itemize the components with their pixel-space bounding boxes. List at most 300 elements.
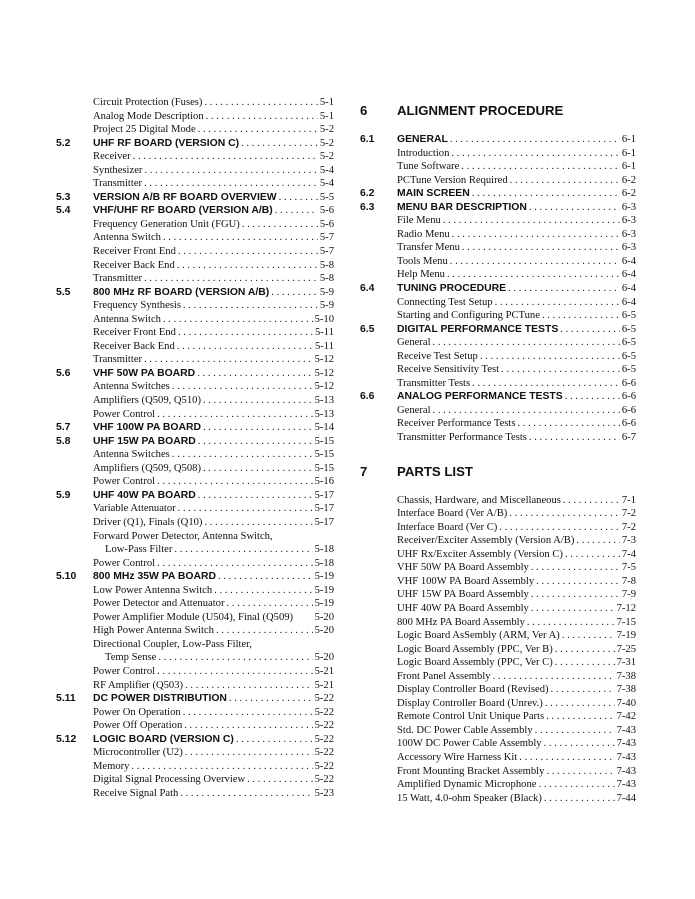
- toc-entry: [360, 363, 636, 377]
- entry-title: UHF 40W PA Board Assembly: [397, 602, 529, 614]
- dot-leader: [531, 588, 620, 602]
- dot-leader: [236, 733, 313, 747]
- toc-entry: [56, 719, 334, 733]
- entry-title: Variable Attenuator: [93, 503, 176, 515]
- dot-leader: [227, 597, 313, 611]
- page-number: 5-17: [314, 489, 334, 501]
- page-number: 5-9: [319, 286, 334, 298]
- page-number: 6-5: [621, 310, 636, 322]
- entry-title: Transmitter Tests: [397, 377, 471, 389]
- dot-leader: [536, 575, 620, 589]
- entry-title: Analog Mode Description: [93, 110, 204, 122]
- dot-leader: [450, 133, 620, 147]
- dot-leader: [178, 502, 313, 516]
- entry-title: Memory: [93, 760, 130, 772]
- dot-leader: [527, 616, 615, 630]
- page-number: 5-2: [319, 151, 334, 163]
- page-number: 5-11: [314, 340, 334, 352]
- entry-title: Antenna Switches: [93, 381, 170, 393]
- entry-title: 100W DC Power Cable Assembly: [397, 738, 542, 750]
- dot-leader: [197, 367, 312, 381]
- section-number: 5.7: [56, 422, 71, 434]
- entry-title: VHF 50W PA BOARD: [93, 367, 196, 379]
- page-number: 5-15: [314, 435, 334, 447]
- entry-title: Chassis, Hardware, and Miscellaneous: [397, 494, 561, 506]
- section-number: 5.8: [56, 435, 71, 447]
- toc-entry: [360, 147, 636, 161]
- toc-entry: [360, 404, 636, 418]
- toc-entry: [56, 624, 334, 638]
- chapter-6-heading: [360, 96, 636, 126]
- entry-title: 800 MHz 35W PA BOARD: [93, 571, 216, 583]
- toc-entry: [360, 778, 636, 792]
- entry-title: Receiver Performance Tests: [397, 418, 516, 430]
- page-number: 6-5: [621, 323, 636, 335]
- section-number: 6.3: [360, 201, 375, 213]
- toc-entry: [360, 697, 636, 711]
- page-number: 5-6: [319, 218, 334, 230]
- page-number: 5-1: [319, 110, 334, 122]
- page-number: 5-21: [314, 679, 334, 691]
- entry-title: Display Controller Board (Unrev.): [397, 697, 543, 709]
- dot-leader: [198, 123, 318, 137]
- dot-leader: [563, 494, 620, 508]
- dot-leader: [185, 746, 313, 760]
- toc-section-entry: [56, 191, 334, 205]
- entry-title: Microcontroller (U2): [93, 747, 183, 759]
- dot-leader: [450, 255, 620, 269]
- toc-entry: [360, 765, 636, 779]
- dot-leader: [508, 282, 620, 296]
- toc-entry: [360, 255, 636, 269]
- page-number: 6-4: [621, 296, 636, 308]
- page-number: 5-16: [314, 476, 334, 488]
- page-number: 6-2: [621, 188, 636, 200]
- dot-leader: [501, 363, 620, 377]
- page-number: 7-44: [616, 792, 636, 804]
- dot-leader: [204, 96, 317, 110]
- toc-entry: [56, 462, 334, 476]
- toc-entry: [360, 377, 636, 391]
- toc-entry: [56, 218, 334, 232]
- dot-leader: [551, 683, 615, 697]
- dot-leader: [131, 760, 312, 774]
- page-number: 5-7: [319, 232, 334, 244]
- dot-leader: [538, 778, 614, 792]
- toc-entry: [360, 417, 636, 431]
- toc-entry: [56, 110, 334, 124]
- toc-entry: [56, 380, 334, 394]
- toc-entry: [360, 710, 636, 724]
- page-number: 7-42: [616, 711, 636, 723]
- page-number: 5-12: [314, 381, 334, 393]
- dot-leader: [576, 534, 619, 548]
- entry-title: Power Control: [93, 408, 156, 420]
- dot-leader: [163, 231, 318, 245]
- section-number: 6.2: [360, 188, 375, 200]
- entry-title: VHF/UHF RF BOARD (VERSION A/B): [93, 205, 273, 217]
- toc-entry: [56, 340, 334, 354]
- entry-title: VHF 50W PA Board Assembly: [397, 562, 529, 574]
- page-number: 5-22: [314, 693, 334, 705]
- dot-leader: [495, 296, 620, 310]
- chapter-7-heading: [360, 457, 636, 487]
- dot-leader: [499, 521, 620, 535]
- entry-title: Power Amplifier Module (U504), Final (Q509): [93, 611, 294, 623]
- toc-entry: [360, 724, 636, 738]
- dot-leader: [433, 336, 620, 350]
- entry-title: Logic Board Assembly (PPC, Ver C): [397, 657, 553, 669]
- page-number: 5-12: [314, 367, 334, 379]
- toc-entry: [360, 534, 636, 548]
- entry-title: Std. DC Power Cable Assembly: [397, 724, 533, 736]
- toc-entry: [56, 272, 334, 286]
- section-number: 6.1: [360, 134, 375, 145]
- entry-title: Receiver Back End: [93, 259, 175, 271]
- page-number: 5-15: [314, 449, 334, 461]
- page-number: 6-6: [621, 418, 636, 430]
- dot-leader: [509, 507, 620, 521]
- toc-section-entry: [56, 489, 334, 503]
- dot-leader: [279, 191, 318, 205]
- toc-entry: [360, 336, 636, 350]
- toc-entry: [56, 123, 334, 137]
- toc-entry: [56, 679, 334, 693]
- entry-title: General: [397, 404, 431, 416]
- page-number: 6-5: [621, 364, 636, 376]
- page-number: 6-3: [621, 201, 636, 213]
- dot-leader: [472, 187, 620, 201]
- page-number: 5-20: [314, 611, 334, 623]
- chapter-title: ALIGNMENT PROCEDURE: [397, 103, 564, 118]
- page-number: 5-15: [314, 462, 334, 474]
- entry-title: File Menu: [397, 215, 441, 227]
- entry-title: Amplifiers (Q509, Q510): [93, 395, 201, 407]
- chapter-title: PARTS LIST: [397, 463, 473, 479]
- entry-title: 800 MHz PA Board Assembly: [397, 616, 525, 628]
- toc-entry: [56, 502, 334, 516]
- toc-section-entry: [56, 733, 334, 747]
- page-number: 7-43: [616, 779, 636, 791]
- section-number: 6.6: [360, 391, 375, 403]
- toc-entry: [56, 557, 334, 571]
- page-number: 5-17: [314, 503, 334, 515]
- page-number: 7-43: [616, 765, 636, 777]
- page-number: 6-1: [621, 147, 636, 159]
- dot-leader: [185, 679, 313, 693]
- dot-leader: [172, 448, 313, 462]
- page-number: 7-1: [621, 494, 636, 506]
- dot-leader: [242, 218, 318, 232]
- entry-title: Transmitter Performance Tests: [397, 432, 527, 444]
- dot-leader: [562, 629, 615, 643]
- entry-title: Power Detector and Attenuator: [93, 598, 225, 610]
- page-number: 6-6: [621, 391, 636, 403]
- dot-leader: [443, 214, 620, 228]
- dot-leader: [555, 643, 615, 657]
- dot-leader: [519, 751, 614, 765]
- dot-leader: [198, 489, 313, 503]
- entry-title: Antenna Switches: [93, 449, 170, 461]
- toc-section-entry: [56, 692, 334, 706]
- toc-entry: [56, 706, 334, 720]
- dot-leader: [214, 584, 312, 598]
- dot-leader: [247, 773, 312, 787]
- dot-leader: [447, 268, 620, 282]
- section-number: 5.6: [56, 367, 71, 379]
- dot-leader: [565, 548, 620, 562]
- entry-title: Antenna Switch: [93, 232, 161, 244]
- page-number: 5-22: [314, 733, 334, 745]
- entry-title: Project 25 Digital Mode: [93, 124, 196, 136]
- toc-entry: [56, 313, 334, 327]
- dot-leader: [542, 309, 620, 323]
- toc-entry: [360, 494, 636, 508]
- section-number: 5.9: [56, 489, 71, 501]
- toc-entry: [56, 530, 334, 544]
- toc-entry: [56, 408, 334, 422]
- entry-title: Tune Software: [397, 161, 460, 173]
- entry-title: UHF RF BOARD (VERSION C): [93, 137, 240, 149]
- entry-title: Low-Pass Filter: [105, 544, 173, 556]
- dot-leader: [565, 390, 620, 404]
- dot-leader: [203, 421, 313, 435]
- page-number: 6-3: [621, 215, 636, 227]
- dot-leader: [206, 110, 318, 124]
- dot-leader: [531, 602, 615, 616]
- dot-leader: [461, 160, 620, 174]
- page-number: 5-7: [319, 246, 334, 258]
- page-number: 7-19: [616, 630, 636, 642]
- toc-entry: [56, 651, 334, 665]
- dot-leader: [510, 174, 620, 188]
- page-number: 5-18: [314, 557, 334, 569]
- entry-title: LOGIC BOARD (VERSION C): [93, 733, 234, 745]
- entry-title: Interface Board (Ver C): [397, 521, 498, 533]
- dot-leader: [529, 431, 620, 445]
- entry-title: VERSION A/B RF BOARD OVERVIEW: [93, 191, 277, 203]
- dot-leader: [144, 164, 317, 178]
- entry-title: Receiver Front End: [93, 246, 176, 258]
- entry-title: Power Control: [93, 557, 156, 569]
- dot-leader: [493, 670, 615, 684]
- dot-leader: [177, 340, 313, 354]
- page-number: 6-5: [621, 337, 636, 349]
- toc-entry: [56, 597, 334, 611]
- toc-section-entry: [360, 133, 636, 147]
- page-number: 7-3: [621, 535, 636, 547]
- entry-title: Introduction: [397, 147, 450, 159]
- entry-title: Front Panel Assembly: [397, 670, 491, 682]
- page-number: 7-38: [616, 670, 636, 682]
- section-number: 5.3: [56, 191, 71, 203]
- entry-title: ANALOG PERFORMANCE TESTS: [397, 391, 563, 403]
- toc-entry: [56, 259, 334, 273]
- dot-leader: [178, 245, 318, 259]
- page-number: 6-1: [621, 134, 636, 145]
- toc-entry: [56, 164, 334, 178]
- entry-title: High Power Antenna Switch: [93, 625, 214, 637]
- dot-leader: [462, 241, 620, 255]
- entry-title: Receiver Front End: [93, 327, 176, 339]
- entry-title: Tools Menu: [397, 255, 448, 267]
- page-number: 5-11: [314, 327, 334, 339]
- page-number: 6-7: [621, 432, 636, 444]
- dot-leader: [157, 475, 312, 489]
- page-number: 7-43: [616, 751, 636, 763]
- toc-entry: [360, 792, 636, 806]
- entry-title: Display Controller Board (Revised): [397, 684, 549, 696]
- section-number: 5.10: [56, 571, 77, 583]
- page-number: 5-13: [314, 408, 334, 420]
- dot-leader: [174, 543, 312, 557]
- entry-title: VHF 100W PA BOARD: [93, 422, 201, 434]
- entry-title: Synthesizer: [93, 164, 143, 176]
- dot-leader: [183, 299, 318, 313]
- toc-section-entry: [360, 390, 636, 404]
- dot-leader: [452, 228, 620, 242]
- entry-title: Receiver: [93, 151, 131, 163]
- toc-section-entry: [56, 421, 334, 435]
- toc-entry: [56, 353, 334, 367]
- section-number: 5.4: [56, 205, 71, 217]
- dot-leader: [531, 561, 620, 575]
- dot-leader: [177, 259, 318, 273]
- dot-leader: [472, 377, 620, 391]
- dot-leader: [183, 706, 313, 720]
- dot-leader: [544, 792, 615, 806]
- toc-entry: [360, 561, 636, 575]
- entry-title: Accessory Wire Harness Kit: [397, 751, 518, 763]
- entry-title: Logic Board AsSembly (ARM, Ver A): [397, 630, 560, 642]
- entry-title: Temp Sense: [105, 652, 157, 664]
- page-number: 5-4: [319, 178, 334, 190]
- toc-entry: [360, 588, 636, 602]
- page-number: 5-4: [319, 164, 334, 176]
- page-number: 5-22: [314, 760, 334, 772]
- page-number: 5-1: [319, 97, 334, 108]
- dot-leader: [480, 350, 620, 364]
- toc-entry: [56, 231, 334, 245]
- toc-entry: [360, 670, 636, 684]
- dot-leader: [535, 724, 615, 738]
- dot-leader: [163, 313, 313, 327]
- page-number: 6-4: [621, 255, 636, 267]
- toc-entry: [360, 507, 636, 521]
- dot-leader: [544, 737, 615, 751]
- page-number: 5-18: [314, 544, 334, 556]
- dot-leader: [546, 765, 614, 779]
- entry-title: Amplified Dynamic Microphone: [397, 779, 537, 791]
- dot-leader: [241, 137, 318, 151]
- toc-entry: [360, 656, 636, 670]
- entry-title: Help Menu: [397, 269, 445, 281]
- dot-leader: [546, 710, 614, 724]
- toc-entry: [56, 584, 334, 598]
- page-number: 7-43: [616, 738, 636, 750]
- page-number: 5-2: [319, 137, 334, 149]
- entry-title: DC POWER DISTRIBUTION: [93, 693, 227, 705]
- dot-leader: [133, 150, 318, 164]
- entry-title: 15 Watt, 4.0-ohm Speaker (Black): [397, 792, 542, 804]
- toc-entry: [360, 683, 636, 697]
- entry-title: Logic Board Assembly (PPC, Ver B): [397, 643, 553, 655]
- entry-title: Antenna Switch: [93, 313, 161, 325]
- page-number: 6-2: [621, 174, 636, 186]
- toc-entry: [360, 643, 636, 657]
- chapter-number: 6: [360, 103, 368, 118]
- toc-entry: [360, 228, 636, 242]
- page-number: 7-15: [616, 616, 636, 628]
- entry-title: Circuit Protection (Fuses): [93, 97, 203, 108]
- toc-entry: [56, 177, 334, 191]
- page-number: 6-5: [621, 350, 636, 362]
- page-number: 5-21: [314, 665, 334, 677]
- page-number: 6-4: [621, 283, 636, 295]
- toc-entry: [360, 751, 636, 765]
- page-number: 7-25: [616, 643, 636, 655]
- page-number: 5-8: [319, 273, 334, 285]
- toc-entry: [360, 431, 636, 445]
- page-number: 5-22: [314, 706, 334, 718]
- page-number: 5-19: [314, 598, 334, 610]
- entry-title: Frequency Generation Unit (FGU): [93, 218, 240, 230]
- section-number: 5.2: [56, 137, 71, 149]
- page-number: 5-17: [314, 516, 334, 528]
- toc-section-entry: [360, 187, 636, 201]
- entry-title: Receive Test Setup: [397, 350, 478, 362]
- dot-leader: [144, 353, 313, 367]
- page-number: 7-2: [621, 508, 636, 520]
- entry-title: General: [397, 337, 431, 349]
- page-number: 7-12: [616, 602, 636, 614]
- toc-entry: [56, 448, 334, 462]
- toc-right-column: [360, 96, 636, 805]
- entry-title: Power Off Operation: [93, 720, 183, 732]
- entry-title: RF Amplifier (Q503): [93, 679, 184, 691]
- dot-leader: [178, 326, 313, 340]
- toc-entry: [360, 602, 636, 616]
- toc-section-entry: [56, 137, 334, 151]
- page-number: 5-22: [314, 774, 334, 786]
- toc-section-entry: [56, 204, 334, 218]
- dot-leader: [560, 323, 620, 337]
- page-number: 6-3: [621, 242, 636, 254]
- entry-title: Frequency Synthesis: [93, 300, 181, 312]
- page-number: 5-19: [314, 571, 334, 583]
- toc-entry: [56, 299, 334, 313]
- toc-entry: [56, 787, 334, 801]
- toc-entry: [56, 773, 334, 787]
- entry-title: TUNING PROCEDURE: [397, 283, 507, 295]
- toc-section-entry: [56, 435, 334, 449]
- toc-entry: [56, 475, 334, 489]
- dot-leader: [158, 651, 312, 665]
- chapter-7-entries: [360, 494, 636, 806]
- entry-title: 800 MHz RF BOARD (VERSION A/B): [93, 286, 270, 298]
- dot-leader: [218, 570, 313, 584]
- entry-title: UHF 15W PA Board Assembly: [397, 589, 529, 601]
- entry-title: Low Power Antenna Switch: [93, 584, 213, 596]
- entry-title: Receive Sensitivity Test: [397, 364, 500, 376]
- dot-leader: [271, 286, 318, 300]
- dot-leader: [229, 692, 313, 706]
- toc-entry: [56, 150, 334, 164]
- toc-entry: [56, 516, 334, 530]
- dot-leader: [529, 201, 620, 215]
- entry-title: MENU BAR DESCRIPTION: [397, 201, 527, 213]
- section-number: 5.12: [56, 733, 77, 745]
